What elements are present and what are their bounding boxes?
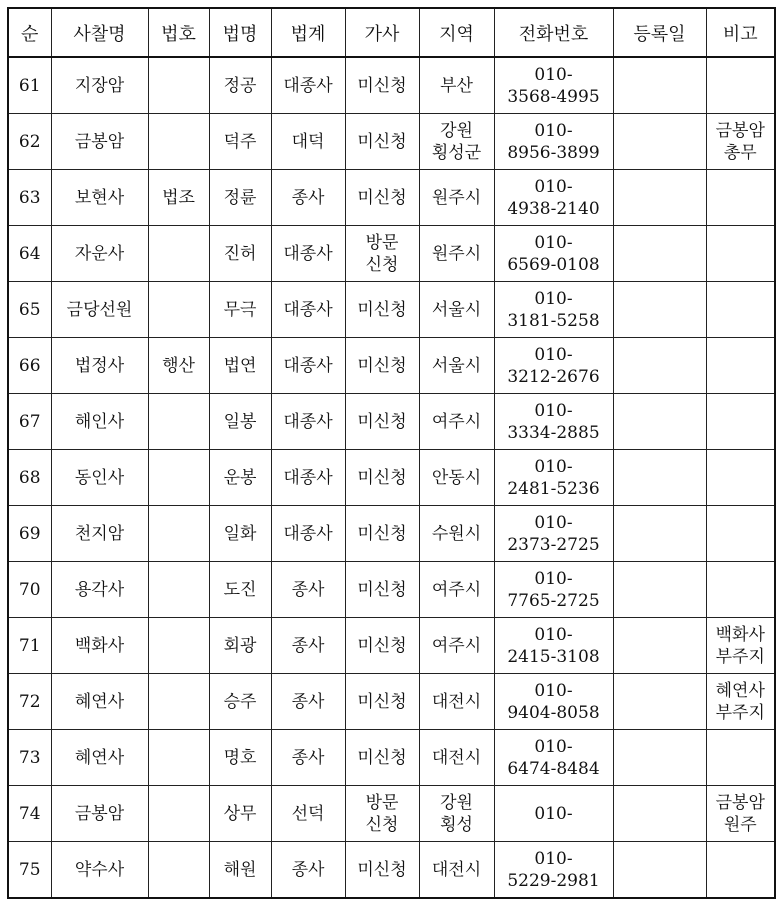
- cell-phone: [494, 842, 613, 899]
- cell-note: [706, 450, 775, 506]
- cell-no: 72: [8, 674, 51, 730]
- cell-reg-date: [613, 618, 706, 674]
- temple-registry-table: [7, 7, 776, 899]
- cell-dharma-name: 법연: [209, 338, 271, 394]
- cell-phone-line: 9404-8058: [507, 702, 600, 723]
- cell-temple: 금봉암: [51, 786, 148, 842]
- cell-robe-line: 미신청: [357, 411, 407, 432]
- cell-region: [419, 730, 494, 786]
- cell-robe-line: 미신청: [357, 355, 407, 376]
- cell-phone-line: 7765-2725: [507, 590, 600, 611]
- cell-no: 62: [8, 114, 51, 170]
- cell-region: [419, 114, 494, 170]
- cell-phone-line: 6569-0108: [507, 254, 600, 275]
- cell-phone-line: 010-: [534, 736, 573, 757]
- cell-dharma-title: [148, 730, 209, 786]
- cell-rank: 대종사: [271, 338, 345, 394]
- cell-no: 74: [8, 786, 51, 842]
- cell-temple: 혜연사: [51, 730, 148, 786]
- cell-rank: 대종사: [271, 57, 345, 114]
- cell-dharma-name: 승주: [209, 674, 271, 730]
- cell-phone-line: 2373-2725: [507, 534, 600, 555]
- cell-phone-line: 010-: [534, 803, 573, 824]
- table-body: [8, 57, 775, 898]
- cell-temple: 동인사: [51, 450, 148, 506]
- cell-region: [419, 394, 494, 450]
- table-row: [8, 226, 775, 282]
- table-row: [8, 394, 775, 450]
- cell-dharma-title: [148, 562, 209, 618]
- cell-region-line: 강원: [440, 120, 473, 141]
- table-row: [8, 730, 775, 786]
- cell-region: [419, 57, 494, 114]
- cell-reg-date: [613, 338, 706, 394]
- cell-region: [419, 842, 494, 899]
- cell-phone-line: 010-: [534, 64, 573, 85]
- cell-no: 73: [8, 730, 51, 786]
- cell-note: [706, 562, 775, 618]
- cell-phone-line: 3568-4995: [507, 86, 600, 107]
- cell-phone-line: 3181-5258: [507, 310, 600, 331]
- cell-phone-line: 010-: [534, 512, 573, 533]
- cell-note: [706, 282, 775, 338]
- cell-dharma-name: 상무: [209, 786, 271, 842]
- cell-robe: [345, 338, 419, 394]
- cell-robe-line: 미신청: [357, 467, 407, 488]
- cell-no: 66: [8, 338, 51, 394]
- cell-reg-date: [613, 506, 706, 562]
- cell-dharma-name: 해원: [209, 842, 271, 899]
- cell-robe: [345, 282, 419, 338]
- cell-temple: 용각사: [51, 562, 148, 618]
- cell-reg-date: [613, 170, 706, 226]
- header-robe: 가사: [345, 8, 419, 57]
- cell-temple: 금당선원: [51, 282, 148, 338]
- cell-region-line: 횡성: [440, 814, 473, 835]
- cell-dharma-title: [148, 450, 209, 506]
- cell-region-line: 대전시: [431, 747, 482, 768]
- header-dharma-name: 법명: [209, 8, 271, 57]
- cell-reg-date: [613, 450, 706, 506]
- cell-no: 68: [8, 450, 51, 506]
- cell-note: [706, 842, 775, 899]
- cell-reg-date: [613, 114, 706, 170]
- table-row: [8, 282, 775, 338]
- cell-dharma-title: [148, 226, 209, 282]
- cell-dharma-name: 정륜: [209, 170, 271, 226]
- cell-robe: [345, 394, 419, 450]
- cell-phone: [494, 730, 613, 786]
- cell-robe: [345, 618, 419, 674]
- cell-note: [706, 394, 775, 450]
- cell-region: [419, 450, 494, 506]
- cell-dharma-title: [148, 786, 209, 842]
- cell-region: [419, 786, 494, 842]
- cell-phone: [494, 170, 613, 226]
- cell-no: 75: [8, 842, 51, 899]
- cell-region-line: 여주시: [431, 579, 482, 600]
- cell-region-line: 안동시: [431, 467, 482, 488]
- cell-dharma-name: 운봉: [209, 450, 271, 506]
- cell-robe: [345, 562, 419, 618]
- cell-rank: 대종사: [271, 226, 345, 282]
- header-reg-date: 등록일: [613, 8, 706, 57]
- cell-phone: [494, 562, 613, 618]
- cell-phone: [494, 506, 613, 562]
- cell-phone-line: 2481-5236: [507, 478, 600, 499]
- cell-robe-line: 미신청: [357, 131, 407, 152]
- cell-region-line: 여주시: [431, 635, 482, 656]
- table-row: [8, 450, 775, 506]
- cell-region: [419, 226, 494, 282]
- table-row: [8, 114, 775, 170]
- cell-dharma-title: 행산: [148, 338, 209, 394]
- cell-dharma-title: [148, 394, 209, 450]
- cell-note-line: 부주지: [715, 702, 765, 723]
- cell-phone-line: 010-: [534, 288, 573, 309]
- cell-temple: 지장암: [51, 57, 148, 114]
- cell-dharma-name: 명호: [209, 730, 271, 786]
- cell-temple: 혜연사: [51, 674, 148, 730]
- cell-reg-date: [613, 730, 706, 786]
- cell-phone-line: 010-: [534, 624, 573, 645]
- table-row: [8, 618, 775, 674]
- cell-region-line: 부산: [440, 75, 473, 96]
- cell-robe-line: 방문: [365, 232, 399, 253]
- cell-note-line: 금봉암: [715, 120, 765, 141]
- cell-region-line: 횡성군: [431, 142, 482, 163]
- cell-rank: 대종사: [271, 282, 345, 338]
- cell-rank: 종사: [271, 170, 345, 226]
- cell-note: [706, 226, 775, 282]
- cell-reg-date: [613, 786, 706, 842]
- cell-dharma-title: [148, 618, 209, 674]
- cell-phone-line: 6474-8484: [507, 758, 600, 779]
- cell-temple: 법정사: [51, 338, 148, 394]
- cell-robe-line: 미신청: [357, 579, 407, 600]
- cell-phone-line: 010-: [534, 848, 573, 869]
- cell-dharma-name: 정공: [209, 57, 271, 114]
- cell-phone-line: 010-: [534, 680, 573, 701]
- cell-rank: 종사: [271, 730, 345, 786]
- header-temple: 사찰명: [51, 8, 148, 57]
- cell-dharma-name: 진허: [209, 226, 271, 282]
- cell-robe: [345, 674, 419, 730]
- cell-phone: [494, 282, 613, 338]
- cell-phone-line: 010-: [534, 456, 573, 477]
- cell-robe-line: 미신청: [357, 299, 407, 320]
- cell-robe-line: 신청: [365, 814, 399, 835]
- cell-rank: 선덕: [271, 786, 345, 842]
- cell-rank: 종사: [271, 674, 345, 730]
- cell-temple: 금봉암: [51, 114, 148, 170]
- cell-temple: 자운사: [51, 226, 148, 282]
- cell-rank: 종사: [271, 562, 345, 618]
- cell-reg-date: [613, 226, 706, 282]
- cell-note: [706, 674, 775, 730]
- cell-phone-line: 010-: [534, 120, 573, 141]
- cell-phone: [494, 394, 613, 450]
- cell-region-line: 여주시: [431, 411, 482, 432]
- cell-dharma-name: 일봉: [209, 394, 271, 450]
- cell-note: [706, 114, 775, 170]
- cell-phone: [494, 618, 613, 674]
- cell-phone-line: 010-: [534, 400, 573, 421]
- cell-note-line: 원주: [723, 814, 757, 835]
- cell-robe-line: 미신청: [357, 523, 407, 544]
- cell-temple: 약수사: [51, 842, 148, 899]
- cell-phone: [494, 57, 613, 114]
- cell-region-line: 원주시: [431, 243, 482, 264]
- cell-dharma-name: 회광: [209, 618, 271, 674]
- table-row: [8, 562, 775, 618]
- cell-reg-date: [613, 674, 706, 730]
- cell-reg-date: [613, 842, 706, 899]
- cell-robe: [345, 57, 419, 114]
- cell-reg-date: [613, 57, 706, 114]
- cell-robe: [345, 786, 419, 842]
- cell-region-line: 강원: [440, 792, 473, 813]
- cell-region: [419, 506, 494, 562]
- cell-phone-line: 3212-2676: [507, 366, 600, 387]
- cell-dharma-title: [148, 674, 209, 730]
- table-row: [8, 506, 775, 562]
- cell-region-line: 원주시: [431, 187, 482, 208]
- cell-phone-line: 010-: [534, 176, 573, 197]
- cell-robe: [345, 730, 419, 786]
- cell-phone: [494, 114, 613, 170]
- cell-dharma-name: 덕주: [209, 114, 271, 170]
- cell-no: 71: [8, 618, 51, 674]
- cell-no: 61: [8, 57, 51, 114]
- cell-dharma-title: [148, 506, 209, 562]
- cell-note: [706, 506, 775, 562]
- cell-dharma-name: 일화: [209, 506, 271, 562]
- cell-dharma-name: 도진: [209, 562, 271, 618]
- cell-rank: 대종사: [271, 450, 345, 506]
- cell-robe-line: 미신청: [357, 691, 407, 712]
- cell-note: [706, 730, 775, 786]
- cell-region-line: 대전시: [431, 691, 482, 712]
- header-note: 비고: [706, 8, 775, 57]
- cell-phone-line: 5229-2981: [507, 870, 600, 891]
- cell-note-line: 부주지: [715, 646, 765, 667]
- cell-phone-line: 010-: [534, 568, 573, 589]
- cell-temple: 백화사: [51, 618, 148, 674]
- cell-note-line: 총무: [723, 142, 757, 163]
- cell-no: 70: [8, 562, 51, 618]
- cell-phone: [494, 450, 613, 506]
- cell-rank: 종사: [271, 842, 345, 899]
- cell-robe: [345, 170, 419, 226]
- table-row: [8, 842, 775, 899]
- header-region: 지역: [419, 8, 494, 57]
- cell-phone-line: 3334-2885: [507, 422, 600, 443]
- table-row: [8, 338, 775, 394]
- cell-robe: [345, 450, 419, 506]
- cell-region: [419, 562, 494, 618]
- cell-note-line: 혜연사: [715, 680, 765, 701]
- cell-dharma-title: 법조: [148, 170, 209, 226]
- cell-dharma-title: [148, 842, 209, 899]
- cell-region: [419, 618, 494, 674]
- cell-rank: 종사: [271, 618, 345, 674]
- cell-robe-line: 미신청: [357, 75, 407, 96]
- cell-no: 64: [8, 226, 51, 282]
- cell-temple: 해인사: [51, 394, 148, 450]
- cell-dharma-name: 무극: [209, 282, 271, 338]
- cell-phone: [494, 786, 613, 842]
- table-row: [8, 170, 775, 226]
- cell-temple: 보현사: [51, 170, 148, 226]
- cell-phone-line: 010-: [534, 344, 573, 365]
- cell-temple: 천지암: [51, 506, 148, 562]
- cell-phone-line: 010-: [534, 232, 573, 253]
- cell-region: [419, 282, 494, 338]
- cell-robe-line: 미신청: [357, 187, 407, 208]
- header-phone: 전화번호: [494, 8, 613, 57]
- header-row: [8, 8, 775, 57]
- cell-note-line: 백화사: [715, 624, 765, 645]
- header-no: 순: [8, 8, 51, 57]
- cell-region-line: 대전시: [431, 859, 482, 880]
- cell-no: 67: [8, 394, 51, 450]
- cell-region: [419, 338, 494, 394]
- cell-region-line: 서울시: [431, 299, 482, 320]
- cell-phone-line: 2415-3108: [507, 646, 600, 667]
- cell-phone-line: 4938-2140: [507, 198, 600, 219]
- cell-robe: [345, 114, 419, 170]
- cell-phone: [494, 674, 613, 730]
- cell-note-line: 금봉암: [715, 792, 765, 813]
- header-rank: 법계: [271, 8, 345, 57]
- cell-region: [419, 674, 494, 730]
- cell-region-line: 수원시: [431, 523, 482, 544]
- cell-robe-line: 미신청: [357, 635, 407, 656]
- table-row: [8, 786, 775, 842]
- cell-note: [706, 338, 775, 394]
- cell-dharma-title: [148, 114, 209, 170]
- table-header: [8, 8, 775, 57]
- cell-rank: 대종사: [271, 506, 345, 562]
- cell-no: 63: [8, 170, 51, 226]
- cell-robe: [345, 842, 419, 899]
- cell-robe-line: 방문: [365, 792, 399, 813]
- cell-dharma-title: [148, 282, 209, 338]
- cell-phone: [494, 338, 613, 394]
- cell-region: [419, 170, 494, 226]
- cell-reg-date: [613, 282, 706, 338]
- cell-rank: 대종사: [271, 394, 345, 450]
- cell-reg-date: [613, 394, 706, 450]
- table-row: [8, 674, 775, 730]
- cell-region-line: 서울시: [431, 355, 482, 376]
- cell-note: [706, 57, 775, 114]
- cell-no: 65: [8, 282, 51, 338]
- cell-reg-date: [613, 562, 706, 618]
- cell-rank: 대덕: [271, 114, 345, 170]
- cell-robe-line: 미신청: [357, 859, 407, 880]
- cell-note: [706, 618, 775, 674]
- cell-robe-line: 신청: [365, 254, 399, 275]
- cell-robe: [345, 226, 419, 282]
- cell-note: [706, 786, 775, 842]
- cell-dharma-title: [148, 57, 209, 114]
- header-dharma-title: 법호: [148, 8, 209, 57]
- cell-note: [706, 170, 775, 226]
- cell-phone-line: 8956-3899: [507, 142, 600, 163]
- cell-phone: [494, 226, 613, 282]
- table-row: [8, 57, 775, 114]
- cell-no: 69: [8, 506, 51, 562]
- cell-robe: [345, 506, 419, 562]
- cell-robe-line: 미신청: [357, 747, 407, 768]
